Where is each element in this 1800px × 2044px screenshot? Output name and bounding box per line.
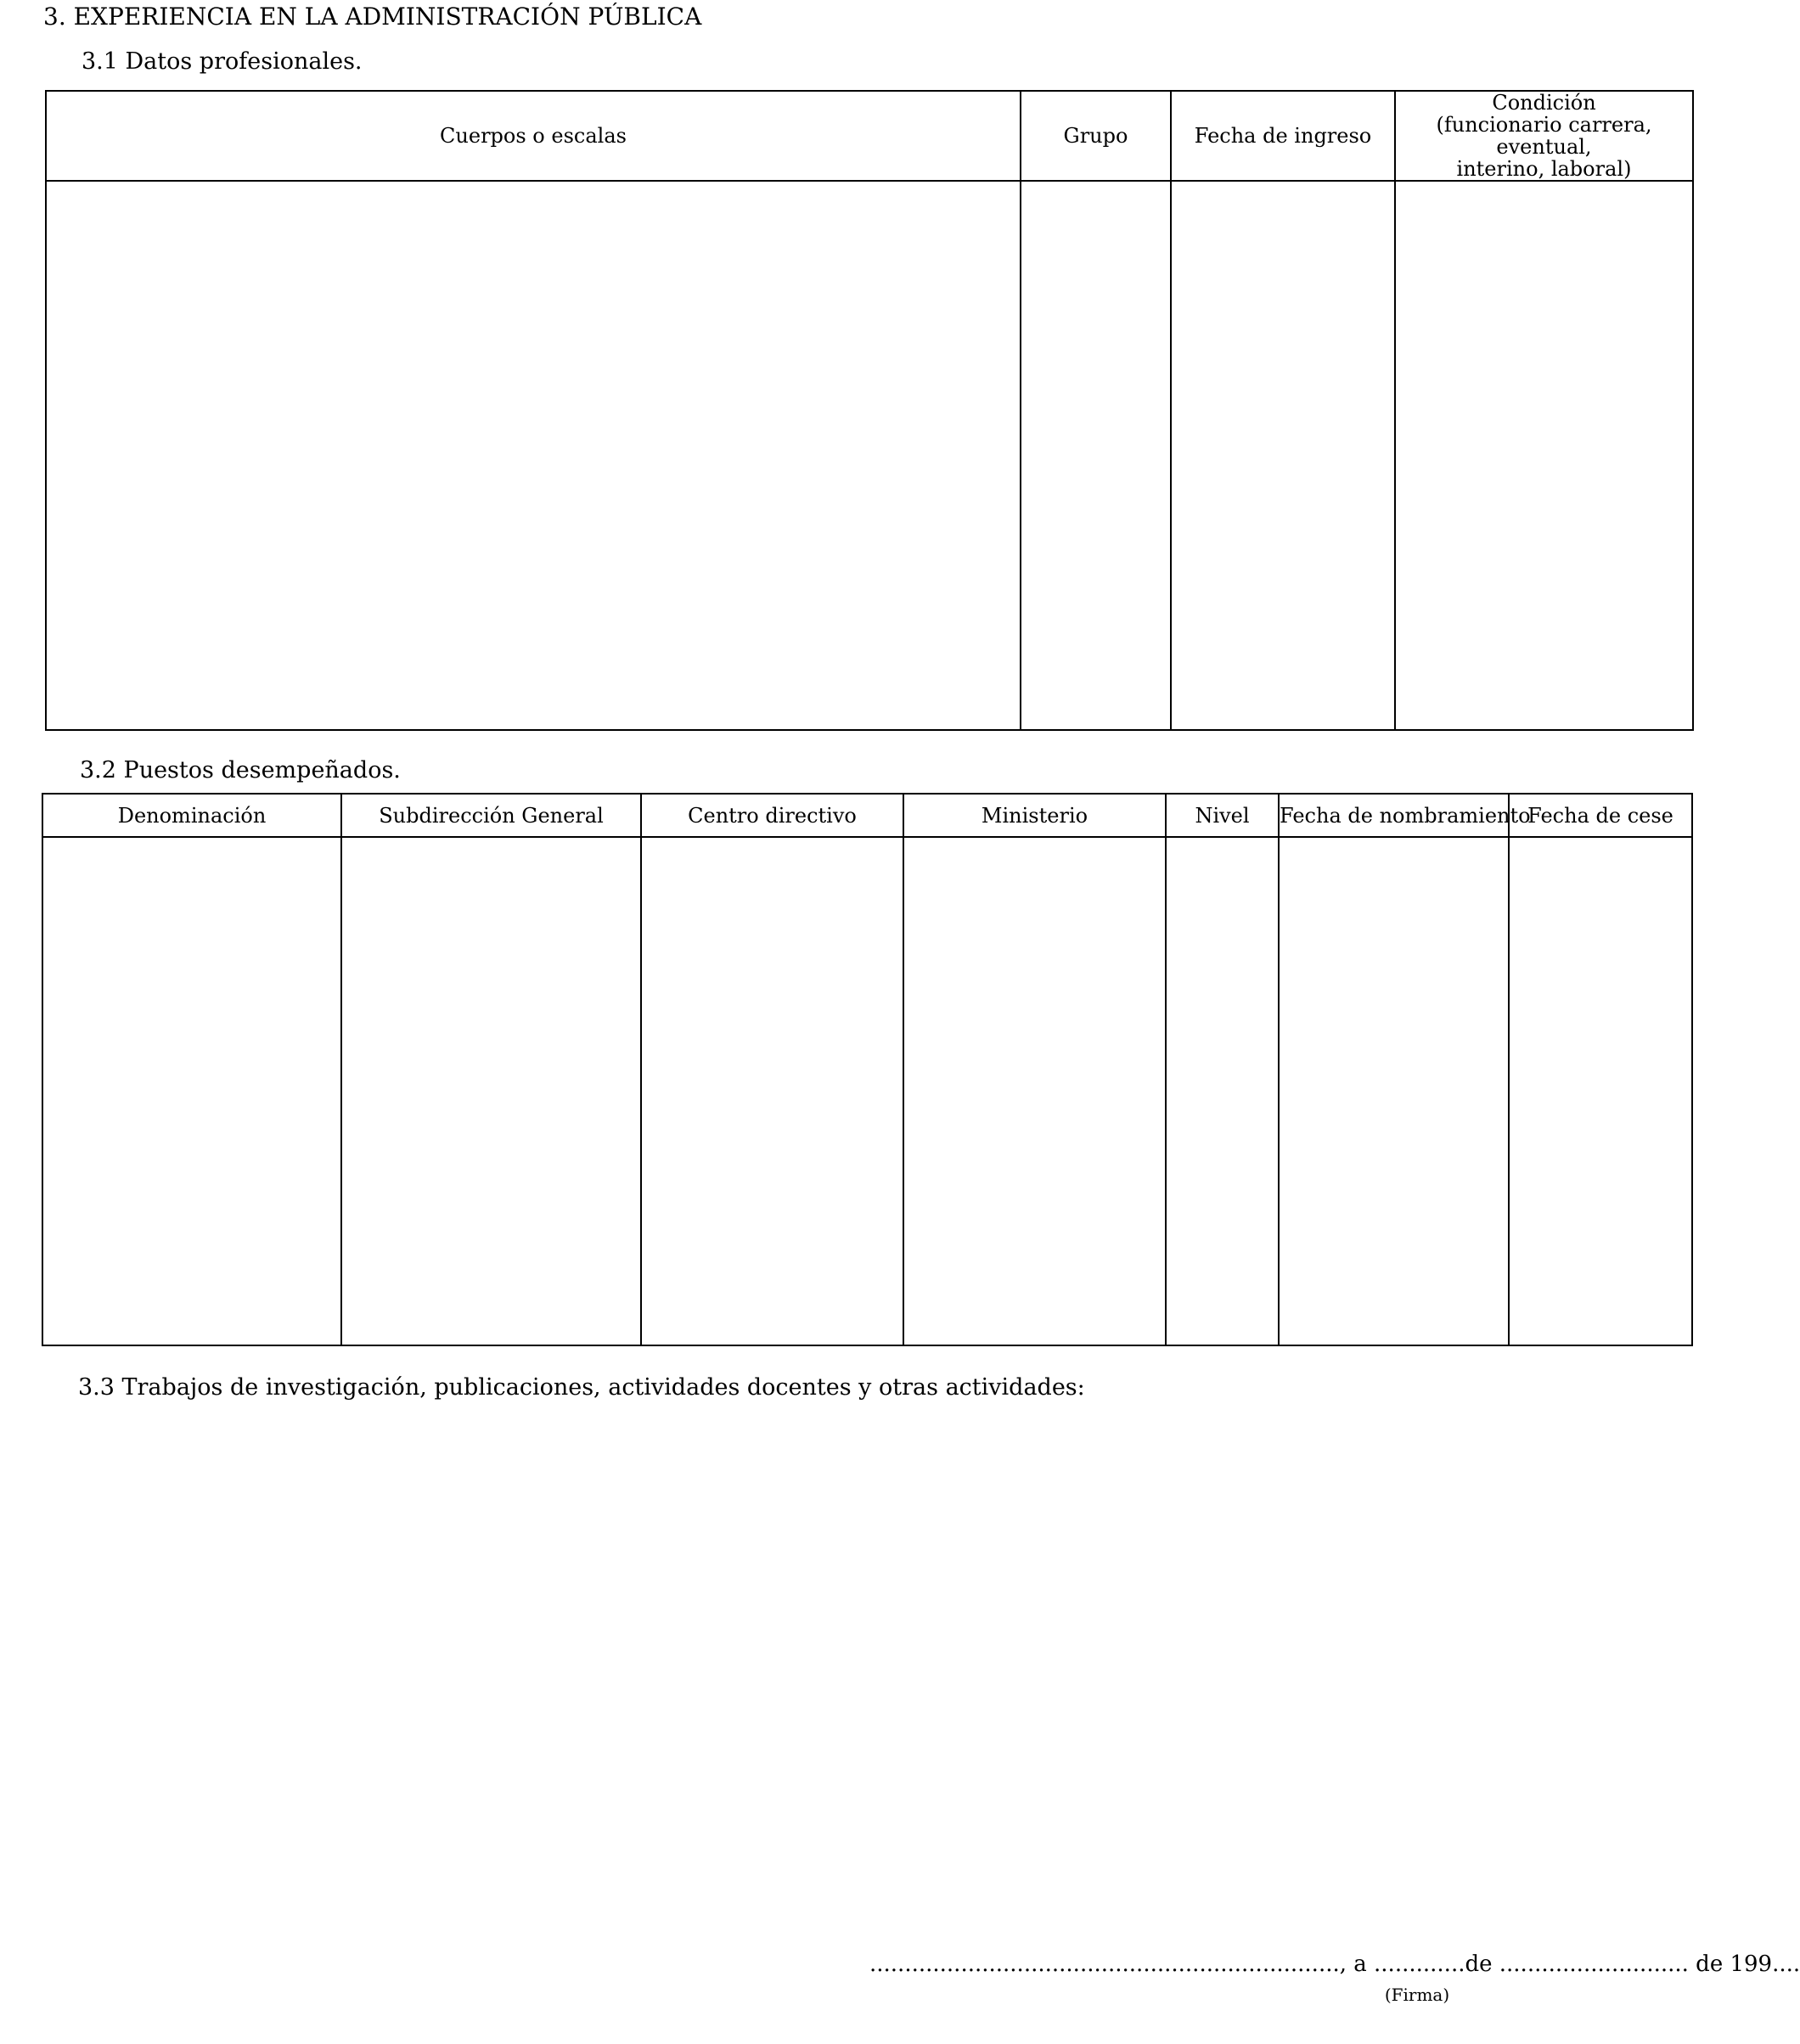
cuerpos-field[interactable]: [46, 181, 1021, 730]
denominacion-field[interactable]: [42, 837, 341, 1345]
fecha-cese-field[interactable]: [1509, 837, 1692, 1345]
subsection-3-2-heading: 3.2 Puestos desempeñados.: [80, 757, 401, 783]
table-header-row: [46, 91, 1693, 181]
puestos-desempenados-table: [42, 793, 1693, 1346]
fecha-nombramiento-field[interactable]: [1279, 837, 1509, 1345]
fecha-ingreso-field[interactable]: [1171, 181, 1395, 730]
column-header-condicion: Condición (funcionario carrera, eventual, interino, laboral): [1395, 91, 1693, 181]
section-title: 3. EXPERIENCIA EN LA ADMINISTRACIÓN PÚBLICA: [43, 3, 702, 31]
table-header-row: [42, 794, 1692, 837]
column-header-cuerpos: Cuerpos o escalas: [46, 91, 1021, 181]
nivel-field[interactable]: [1166, 837, 1279, 1345]
column-header-centro-directivo: Centro directivo: [641, 794, 903, 837]
signature-place-date: ..................................................................., a .............de ........................... de 199....: [869, 1951, 1800, 1977]
column-header-denominacion: Denominación: [42, 794, 341, 837]
centro-directivo-field[interactable]: [641, 837, 903, 1345]
grupo-field[interactable]: [1021, 181, 1171, 730]
subdireccion-field[interactable]: [341, 837, 641, 1345]
column-header-nivel: Nivel: [1166, 794, 1279, 837]
datos-profesionales-table: [45, 90, 1694, 731]
column-header-grupo: Grupo: [1021, 91, 1171, 181]
trabajos-area[interactable]: [78, 1409, 1691, 1918]
condicion-field[interactable]: [1395, 181, 1693, 730]
column-header-fecha-ingreso: Fecha de ingreso: [1171, 91, 1395, 181]
column-header-ministerio: Ministerio: [903, 794, 1166, 837]
subsection-3-1-heading: 3.1 Datos profesionales.: [82, 48, 363, 75]
ministerio-field[interactable]: [903, 837, 1166, 1345]
table-row: [46, 181, 1693, 730]
signature-label: (Firma): [1384, 1985, 1450, 2005]
subsection-3-3-heading: 3.3 Trabajos de investigación, publicaciones, actividades docentes y otras actividades:: [78, 1374, 1085, 1401]
column-header-subdireccion: Subdirección General: [341, 794, 641, 837]
table-row: [42, 837, 1692, 1345]
column-header-fecha-cese: Fecha de cese: [1509, 794, 1692, 837]
column-header-fecha-nombramiento: Fecha de nombramiento: [1279, 794, 1509, 837]
